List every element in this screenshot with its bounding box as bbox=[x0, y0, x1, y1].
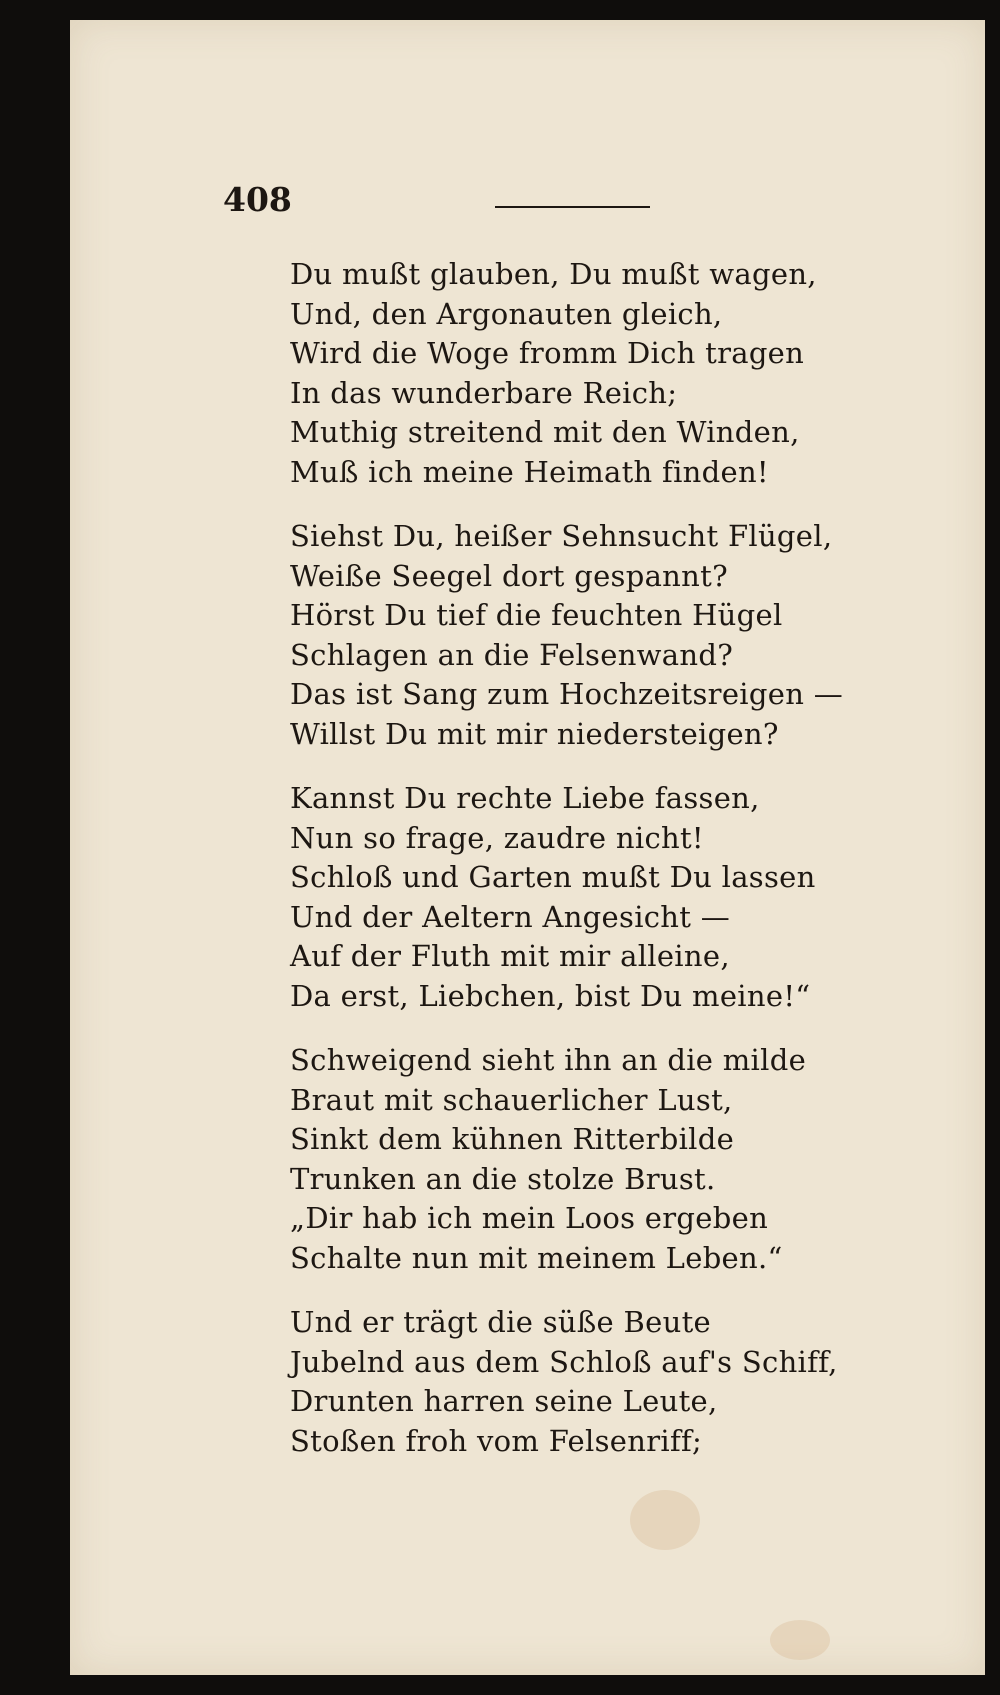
verse-line: Stoßen froh vom Felsenriff; bbox=[290, 1423, 703, 1458]
verse-line: Und der Aeltern Angesicht — bbox=[290, 899, 731, 934]
verse-line: Drunten harren seine Leute, bbox=[290, 1384, 718, 1418]
verse-line: Kannst Du rechte Liebe fassen, bbox=[290, 781, 760, 815]
verse-line: Auf der Fluth mit mir alleine, bbox=[290, 939, 730, 973]
stanza bbox=[290, 779, 816, 1016]
verse-line: Und, den Argonauten gleich, bbox=[290, 296, 723, 331]
paper-stain bbox=[770, 1620, 830, 1660]
verse-line: Willst Du mit mir niedersteigen? bbox=[290, 716, 779, 751]
verse-line: Wird die Woge fromm Dich tragen bbox=[290, 336, 805, 370]
verse-line: Trunken an die stolze Brust. bbox=[290, 1161, 716, 1196]
verse-line: Da erst, Liebchen, bist Du meine!“ bbox=[290, 978, 811, 1013]
verse-line: Du mußt glauben, Du mußt wagen, bbox=[290, 257, 817, 291]
verse-line: Schalte nun mit meinem Leben.“ bbox=[290, 1240, 783, 1275]
verse-line: Muß ich meine Heimath finden! bbox=[290, 454, 769, 489]
poem-text bbox=[290, 255, 844, 1486]
verse-line: Braut mit schauerlicher Lust, bbox=[290, 1082, 733, 1117]
verse-line: Siehst Du, heißer Sehnsucht Flügel, bbox=[290, 519, 833, 553]
verse-line: Weiße Seegel dort gespannt? bbox=[290, 558, 728, 593]
verse-line: In das wunderbare Reich; bbox=[290, 375, 678, 410]
verse-line: Schweigend sieht ihn an die milde bbox=[290, 1043, 807, 1077]
verse-line: Hörst Du tief die feuchten Hügel bbox=[290, 598, 783, 632]
header-rule bbox=[495, 206, 650, 208]
paper-stain bbox=[630, 1490, 700, 1550]
verse-line: Und er trägt die süße Beute bbox=[290, 1305, 711, 1339]
verse-line: „Dir hab ich mein Loos ergeben bbox=[290, 1201, 769, 1235]
stanza bbox=[290, 1041, 810, 1278]
verse-line: Schloß und Garten mußt Du lassen bbox=[290, 860, 816, 894]
page-number: 408 bbox=[223, 180, 292, 219]
stanza bbox=[290, 517, 844, 754]
stanza bbox=[290, 255, 817, 492]
verse-line: Muthig streitend mit den Winden, bbox=[290, 415, 800, 449]
page-edge bbox=[988, 20, 1000, 1675]
verse-line: Das ist Sang zum Hochzeitsreigen — bbox=[290, 677, 844, 711]
verse-line: Sinkt dem kühnen Ritterbilde bbox=[290, 1122, 735, 1156]
verse-line: Schlagen an die Felsenwand? bbox=[290, 637, 734, 672]
stanza bbox=[290, 1303, 838, 1461]
verse-line: Nun so frage, zaudre nicht! bbox=[290, 820, 704, 855]
verse-line: Jubelnd aus dem Schloß auf's Schiff, bbox=[290, 1344, 838, 1379]
